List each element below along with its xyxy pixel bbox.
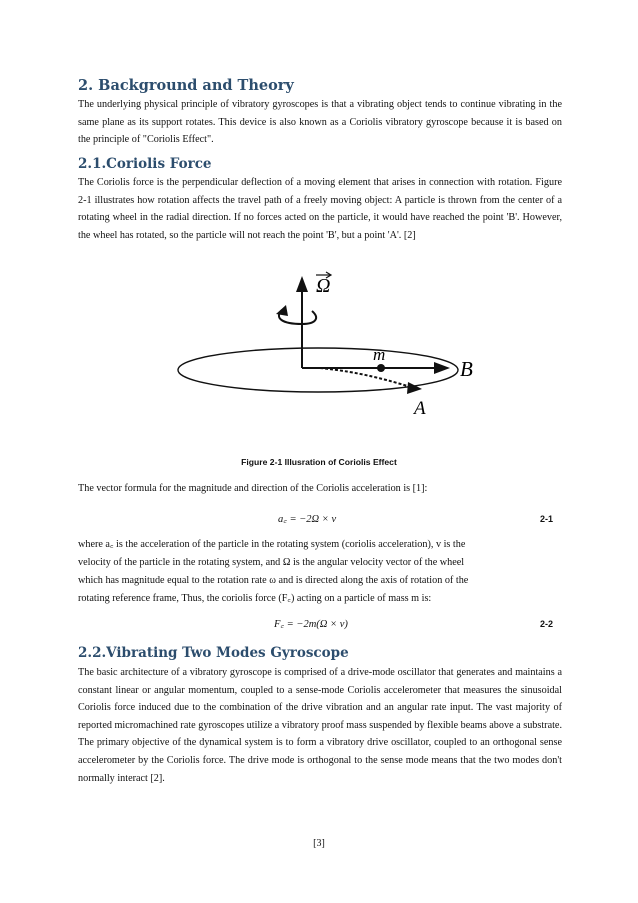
intro-paragraph: The underlying physical principle of vibratory gyroscopes is that a vibrating object tends to continue vibrating in the same plane as its support rotates. This device is also known as a Coriolis vibratory gyroscope because it is based on the principle of "Coriolis Effect".	[78, 99, 562, 146]
coriolis-paragraph: The Coriolis force is the perpendicular deflection of a moving element that arises in connection with rotation. Figure 2-1 illustrates how rotation affects the travel path of a freely moving object: A particle is thrown from the center of a rotating wheel in the radial direction. If no forces acted on the particle, it would have reached the point 'B'. However, the wheel has rotated, so the particle will not reach the point 'B', but a point 'A'. [2]	[78, 177, 562, 241]
section-title: 2. Background and Theory	[78, 77, 294, 94]
point-b-label: B	[460, 357, 473, 381]
vector-intro: The vector formula for the magnitude and direction of the Coriolis acceleration is [1]:	[78, 483, 428, 494]
mass-particle	[377, 364, 385, 372]
where-line-3: which has magnitude equal to the rotation rate ω and is directed along the axis of rotation of the	[78, 575, 469, 586]
rotation-arrowhead	[276, 305, 288, 316]
vibrating-paragraph: The basic architecture of a vibratory gyroscope is comprised of a drive-mode oscillator that generates and maintains a constant linear or angular momentum, coupled to a sense-mode Coriolis accelerometer that measures the sinusoidal Coriolis force induced due to the combination of the drive vibration and an angular rate input. The vast majority of reported micromachined rate gyroscopes utilize a vibratory proof mass suspended by flexible beams above a substrate. The primary objective of the dynamical system is to form a vibratory drive oscillator, coupled to an orthogonal sense accelerometer by the Coriolis force. The drive mode is orthogonal to the sense mode means that the two modes don't normally interact [2].	[78, 667, 562, 784]
rotating-wheel	[178, 348, 458, 392]
vibrating-heading: 2.2.Vibrating Two Modes Gyroscope	[78, 645, 349, 661]
deflected-path	[320, 368, 414, 388]
equation-2-1: a꜀ = −2Ω × v	[278, 514, 337, 525]
where-line-1: where a꜀ is the acceleration of the particle in the rotating system (coriolis acceleration), v is the	[78, 539, 466, 550]
where-line-4: rotating reference frame, Thus, the coriolis force (F꜀) acting on a particle of mass m is:	[78, 593, 432, 604]
equation-number-2-2: 2-2	[540, 619, 554, 629]
figure-caption: Figure 2-1 Illusration of Coriolis Effect	[241, 457, 397, 467]
page-number: [3]	[313, 838, 325, 849]
coriolis-heading: 2.1.Coriolis Force	[78, 156, 212, 172]
omega-label: Ω	[316, 275, 331, 297]
equation-2-2: F꜀ = −2m(Ω × v)	[274, 619, 348, 630]
axis-arrowhead	[296, 276, 308, 292]
point-a-label: A	[414, 398, 426, 419]
radial-arrowhead	[434, 362, 450, 374]
equation-number-2-1: 2-1	[540, 514, 554, 524]
coriolis-figure	[170, 268, 480, 428]
mass-label: m	[373, 345, 386, 364]
deflected-arrowhead	[407, 382, 422, 394]
where-line-2: velocity of the particle in the rotating system, and Ω is the angular velocity vector of the wheel	[78, 557, 465, 568]
